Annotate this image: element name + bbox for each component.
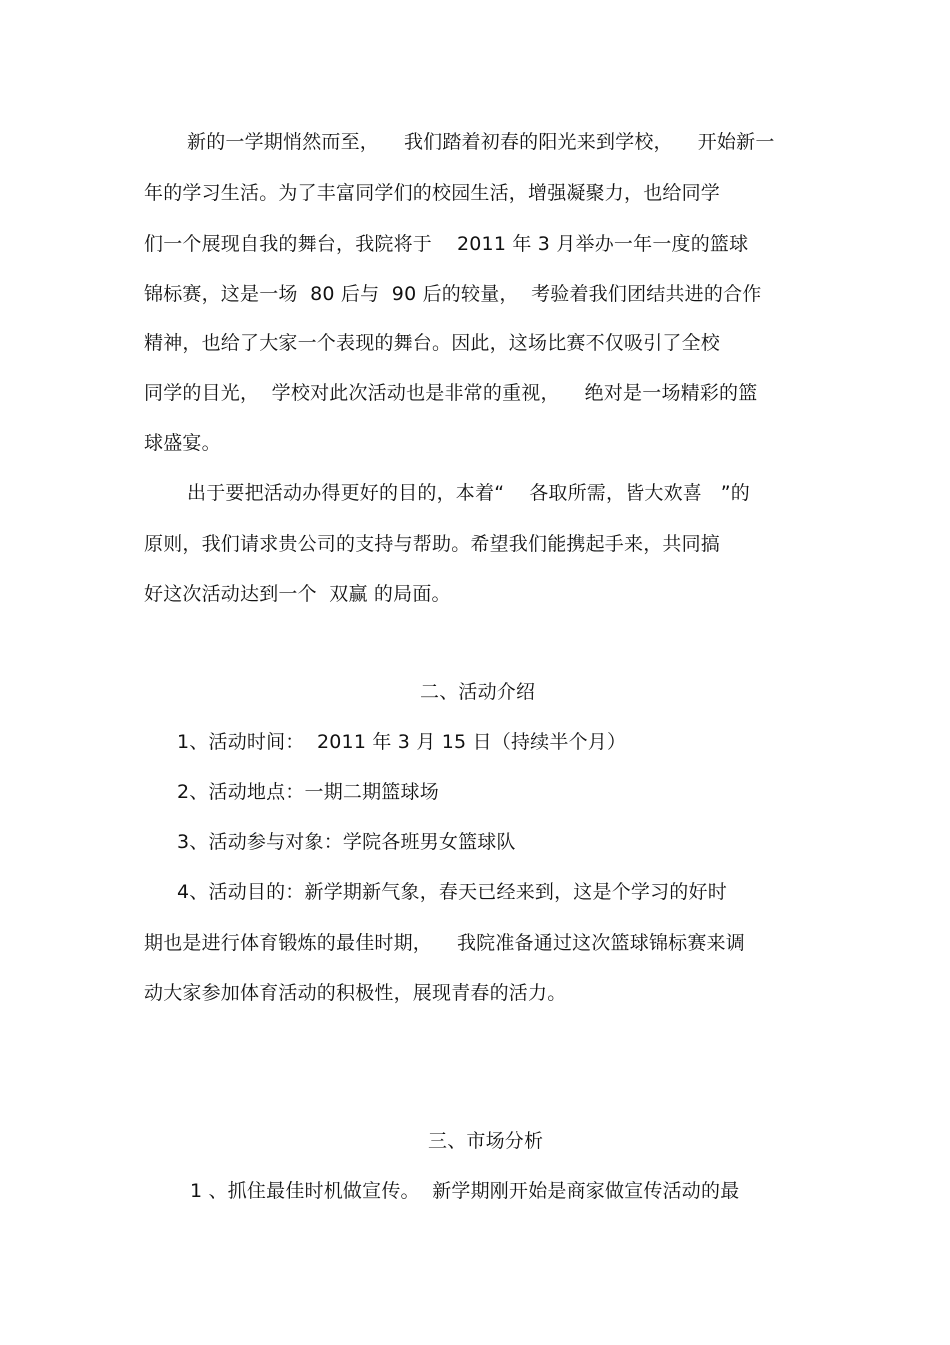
section-heading: 二、活动介绍 (420, 681, 536, 703)
intro-line: 锦标赛，这是一场 80 后与 90 后的较量， 考验着我们团结共进的合作 (144, 283, 762, 305)
list-item: 1、活动时间： 2011 年 3 月 15 日（持续半个月） (177, 731, 627, 753)
list-item: 2、活动地点：一期二期篮球场 (177, 781, 439, 803)
purpose-line: 原则，我们请求贵公司的支持与帮助。希望我们能携起手来，共同搞 (144, 533, 721, 555)
list-item: 4、活动目的：新学期新气象，春天已经来到，这是个学习的好时 (177, 881, 727, 903)
list-item: 1 、抓住最佳时机做宣传。 新学期刚开始是商家做宣传活动的最 (190, 1180, 740, 1202)
purpose-line: 好这次活动达到一个 双赢 的局面。 (144, 583, 451, 605)
intro-line: 年的学习生活。为了丰富同学们的校园生活，增强凝聚力，也给同学 (144, 182, 721, 204)
intro-line: 同学的目光， 学校对此次活动也是非常的重视， 绝对是一场精彩的篮 (144, 382, 758, 404)
intro-line: 新的一学期悄然而至， 我们踏着初春的阳光来到学校， 开始新一 (187, 131, 775, 153)
list-item-continuation: 期也是进行体育锻炼的最佳时期， 我院准备通过这次篮球锦标赛来调 (144, 932, 745, 954)
intro-line: 精神，也给了大家一个表现的舞台。因此，这场比赛不仅吸引了全校 (144, 332, 721, 354)
intro-line: 球盛宴。 (144, 432, 221, 454)
list-item-continuation: 动大家参加体育活动的积极性，展现青春的活力。 (144, 982, 567, 1004)
intro-line: 们一个展现自我的舞台，我院将于 2011 年 3 月举办一年一度的篮球 (144, 233, 749, 255)
purpose-line: 出于要把活动办得更好的目的，本着“ 各取所需，皆大欢喜 ”的 (187, 482, 750, 504)
section-heading: 三、市场分析 (428, 1130, 544, 1152)
list-item: 3、活动参与对象：学院各班男女篮球队 (177, 831, 516, 853)
